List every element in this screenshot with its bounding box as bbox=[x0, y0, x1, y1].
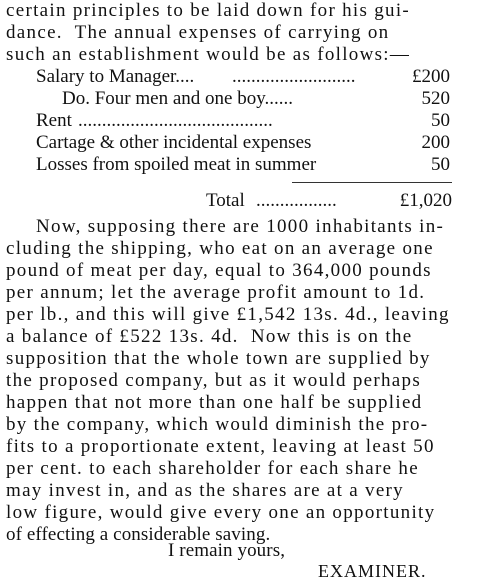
total-row bbox=[206, 190, 452, 212]
expense-label: Cartage & other incidental expenses bbox=[36, 132, 312, 153]
body-line: of effecting a considerable saving. bbox=[6, 524, 271, 545]
expense-row bbox=[36, 154, 450, 176]
expense-amount: 200 bbox=[421, 132, 450, 153]
body-line: fits to a proportionate extent, leaving at least 50 bbox=[6, 436, 435, 457]
expense-label: Rent bbox=[36, 110, 72, 131]
body-line: a balance of £522 13s. 4d. Now this is on the bbox=[6, 326, 413, 347]
expense-amount: 50 bbox=[431, 154, 450, 175]
total-amount: £1,020 bbox=[399, 190, 452, 211]
body-line: per cent. to each shareholder for each share he bbox=[6, 458, 419, 479]
body-line: the proposed company, but as it would perhaps bbox=[6, 370, 422, 391]
closing-line: I remain yours, bbox=[168, 540, 286, 561]
body-line: low figure, would give every one an opportunity bbox=[6, 502, 436, 523]
expense-amount: 520 bbox=[421, 88, 450, 109]
expense-row bbox=[62, 88, 450, 110]
body-line: per lb., and this will give £1,542 13s. 4d., leaving bbox=[6, 304, 450, 325]
body-line: cluding the shipping, who eat on an average one bbox=[6, 238, 434, 259]
leader-dots: ......................................... bbox=[78, 110, 273, 131]
expense-row bbox=[36, 110, 450, 132]
intro-line-1: certain principles to be laid down for his gui- bbox=[6, 0, 411, 21]
body-line: happen that not more than one half be supplied bbox=[6, 392, 423, 413]
expense-label: Do. Four men and one boy...... bbox=[62, 88, 293, 109]
body-line: Now, supposing there are 1000 inhabitants in- bbox=[36, 216, 445, 237]
leader-dots: ................. bbox=[256, 190, 337, 211]
leader-dots: .......................... bbox=[232, 66, 356, 87]
expense-row bbox=[36, 66, 450, 88]
intro-line-3: such an establishment would be as follows:— bbox=[6, 44, 411, 65]
body-line: supposition that the whole town are supplied by bbox=[6, 348, 431, 369]
expense-amount: £200 bbox=[412, 66, 450, 87]
body-line: pound of meat per day, equal to 364,000 pounds bbox=[6, 260, 432, 281]
expense-amount: 50 bbox=[431, 110, 450, 131]
body-line: may invest in, and as the shares are at a very bbox=[6, 480, 404, 501]
intro-line-2: dance. The annual expenses of carrying on bbox=[6, 22, 390, 43]
signature: EXAMINER. bbox=[318, 561, 427, 581]
expense-label: Salary to Manager.... bbox=[36, 66, 195, 87]
body-line: by the company, which would diminish the pro- bbox=[6, 414, 429, 435]
total-label: Total bbox=[206, 190, 245, 211]
expense-row bbox=[36, 132, 450, 154]
expense-label: Losses from spoiled meat in summer bbox=[36, 154, 317, 175]
body-line: per annum; let the average profit amount to 1d. bbox=[6, 282, 426, 303]
sum-rule bbox=[292, 182, 452, 183]
